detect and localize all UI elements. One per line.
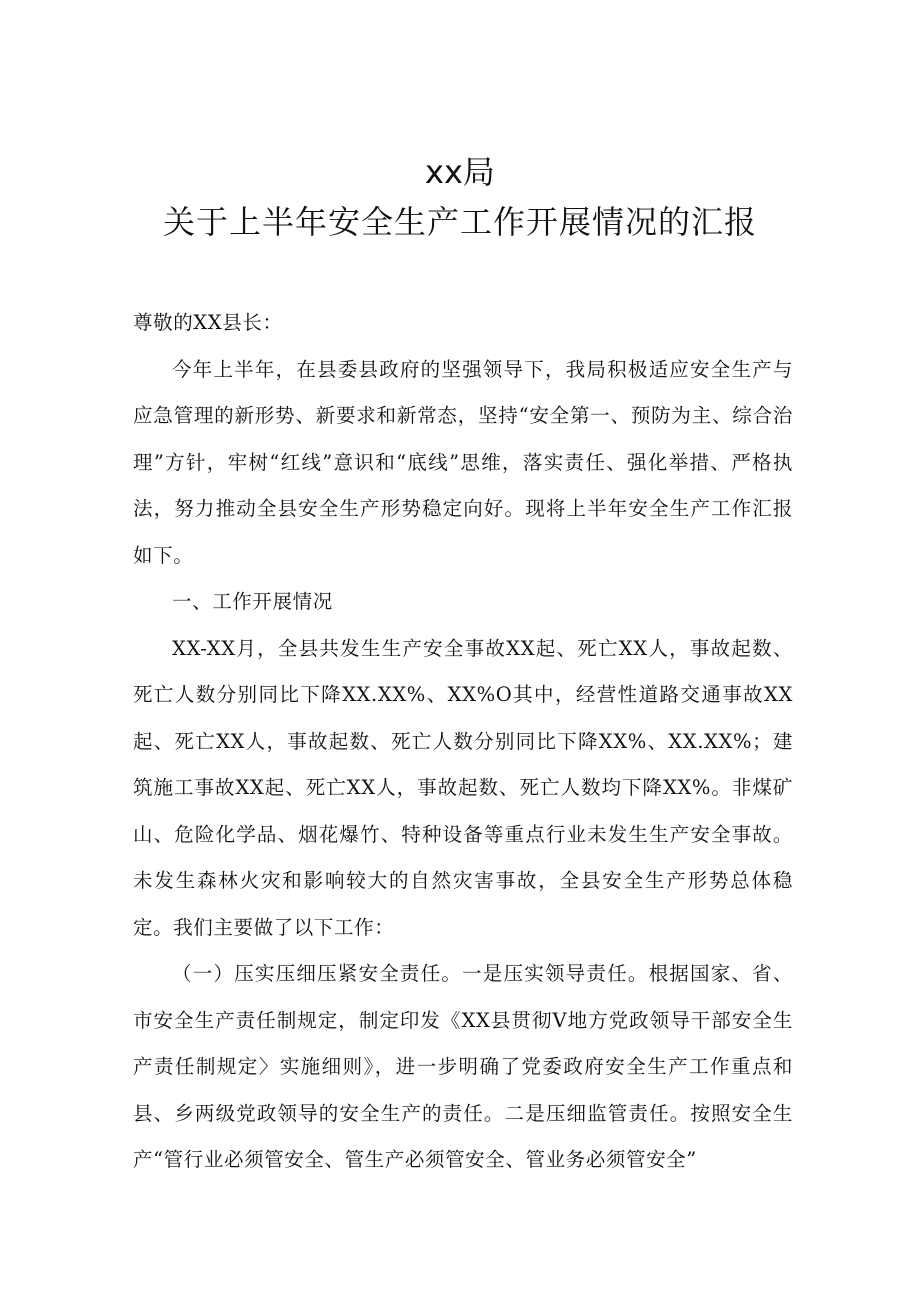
section-heading: 一、工作开展情况 xyxy=(172,590,333,613)
paragraph-responsibility: （一）压实压细压紧安全责任。一是压实领导责任。根据国家、省、市安全生产责任制规定，制定印发《XX县贯彻V地方党政领导干部安全生产责任制规定〉实施细则》，进一步明确了党委政府安全生产工作重点和县、乡两级党政领导的安全生产的责任。二是压细监管责任。按照安全生产“管行业必须管安全、管生产必须管安全、管业务必须管安全” xyxy=(133,962,793,1171)
document-body xyxy=(133,300,793,1184)
document-title-line1: xx局 xyxy=(425,153,495,191)
paragraph-statistics: XX-XX月，全县共发生生产安全事故XX起、死亡XX人，事故起数、死亡人数分别同比下降XX.XX%、XX%O其中，经营性道路交通事故XX起、死亡XX人，事故起数、死亡人数分别同比下降XX%、XX.XX%；建筑施工事故XX起、死亡XX人，事故起数、死亡人数均下降XX%。非煤矿山、危险化学品、烟花爆竹、特种设备等重点行业未发生生产安全事故。未发生森林火灾和影响较大的自然灾害事故，全县安全生产形势总体稳定。我们主要做了以下工作： xyxy=(133,636,793,939)
salutation: 尊敬的XX县长： xyxy=(133,311,283,334)
paragraph-intro: 今年上半年，在县委县政府的坚强领导下，我局积极适应安全生产与应急管理的新形势、新要求和新常态，坚持“安全第一、预防为主、综合治理”方针，牢树“红线”意识和“底线”思维，落实责任、强化举措、严格执法，努力推动全县安全生产形势稳定向好。现将上半年安全生产工作汇报如下。 xyxy=(133,357,793,567)
document-title-line2: 关于上半年安全生产工作开展情况的汇报 xyxy=(162,203,757,241)
